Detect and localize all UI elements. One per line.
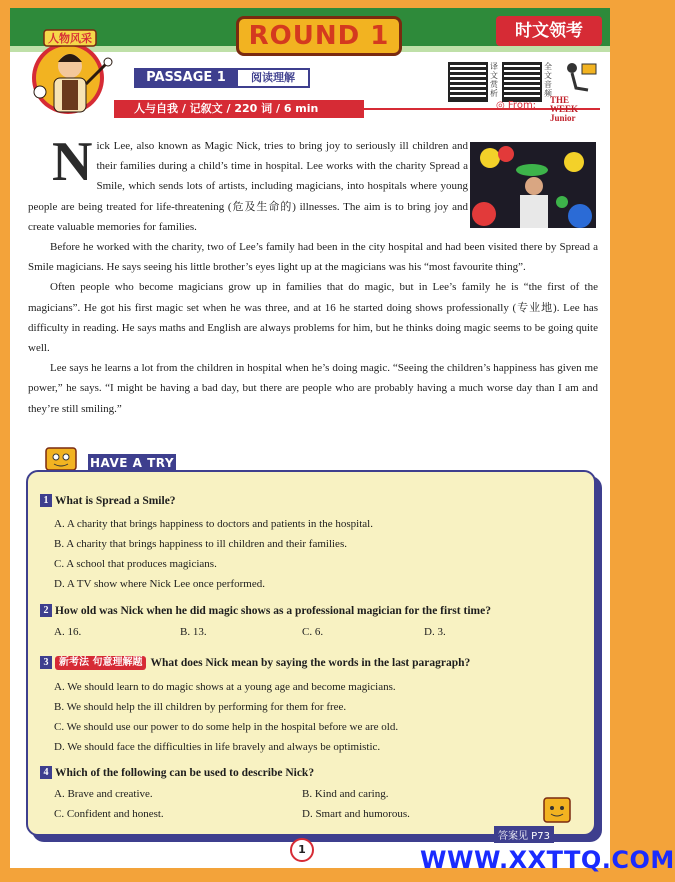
option[interactable]: C. We should use our power to do some help in the hospital before we are old. <box>54 721 399 733</box>
paragraph-1-text: ick Lee, also known as Magic Nick, tries to bring joy to seriously ill children and their families during a child’s time in hospital. Lee works with the charity Spread a Smile, which sends lots of artists, including magicians, into hospitals where young people are being treated for life-threatening (危及生命的) illnesses. The aim is to bring joy and create valuable memories for families. <box>28 140 468 233</box>
paragraph-3: Often people who become magicians grow up in families that do magic, but in Lee’s family he is “the first of the magicians”. He got his first magic set when he was three, and at 16 he started doing shows professionally (专业地). Lee has difficulty in reading. He says maths and English are always problems for him, but he thinks doing magic seems to be going quite well. <box>28 281 598 355</box>
passage-tag: PASSAGE 1 <box>134 68 238 88</box>
section-label: 时文领考 <box>496 16 602 46</box>
source-label-text: From: <box>507 100 537 111</box>
question-number: 3 <box>40 656 52 669</box>
option[interactable]: B. Kind and caring. <box>302 788 389 800</box>
question-4 <box>40 766 314 779</box>
question-2 <box>40 604 491 617</box>
option[interactable]: B. 13. <box>180 626 207 638</box>
article-body <box>28 131 598 419</box>
option[interactable]: A. A charity that brings happiness to doctors and patients in the hospital. <box>54 518 373 530</box>
option[interactable]: D. A TV show where Nick Lee once performed. <box>54 578 265 590</box>
option[interactable]: C. Confident and honest. <box>54 808 164 820</box>
question-text: Which of the following can be used to describe Nick? <box>55 767 315 779</box>
passage-subtitle: 阅读理解 <box>238 68 310 88</box>
option[interactable]: A. We should learn to do magic shows at a young age and become magicians. <box>54 681 396 693</box>
answer-reference: 答案见 P73 <box>494 826 554 843</box>
new-question-type-badge: 新考法 句意理解题 <box>55 656 146 670</box>
option[interactable]: D. 3. <box>424 626 446 638</box>
option[interactable]: A. 16. <box>54 626 82 638</box>
page-number: 1 <box>290 838 314 862</box>
question-1 <box>40 494 176 507</box>
option[interactable]: D. Smart and humorous. <box>302 808 410 820</box>
column-badge-text: 人物风采 <box>48 32 92 45</box>
qr-label-translation: 译文赏析 <box>490 62 498 98</box>
question-text: How old was Nick when he did magic shows as a professional magician for the first time? <box>55 605 491 617</box>
passage-meta-bar: 人与自我 / 记叙文 / 220 词 / 6 min <box>114 100 364 118</box>
round-title: ROUND 1 <box>236 16 402 56</box>
option[interactable]: D. We should face the difficulties in life bravely and always be optimistic. <box>54 741 381 753</box>
source-label: ◎ From: <box>496 100 537 111</box>
question-number: 4 <box>40 766 52 779</box>
reading-figure-icon <box>558 58 602 98</box>
have-a-try-label: HAVE A TRY <box>89 456 175 470</box>
question-3 <box>40 656 470 670</box>
option[interactable]: B. A charity that brings happiness to ill children and their families. <box>54 538 347 550</box>
option[interactable]: C. A school that produces magicians. <box>54 558 217 570</box>
question-number: 1 <box>40 494 52 507</box>
option[interactable]: B. We should help the ill children by performing for them for free. <box>54 701 347 713</box>
drop-cap: N <box>52 131 93 193</box>
question-text: What does Nick mean by saying the words in the last paragraph? <box>150 657 471 669</box>
source-name: THE WEEK Junior <box>550 95 579 123</box>
scroll-mascot-icon <box>538 794 578 828</box>
question-number: 2 <box>40 604 52 617</box>
option[interactable]: A. Brave and creative. <box>54 788 153 800</box>
paragraph-4: Lee says he learns a lot from the children in hospital when he’s doing magic. “Seeing the children’s happiness has given me power,” he says. “I might be having a bad day, but there are people who are probably having a much worse day than I am and they’re still smiling.” <box>28 362 598 415</box>
paragraph-1 <box>28 131 598 237</box>
paragraph-2: Before he worked with the charity, two of Lee’s family had been in the city hospital and had been visited there by Spread a Smile magicians. He says seeing his little brother’s eyes light up at the magicians was his “most favourite thing”. <box>28 241 598 274</box>
site-watermark: WWW.XXTTQ.COM <box>420 846 675 874</box>
worksheet-page <box>10 8 610 868</box>
qr-code-translation[interactable] <box>448 62 488 102</box>
magician-character-illustration <box>24 16 124 124</box>
qr-code-audio[interactable] <box>502 62 542 102</box>
qr-label-audio: 全文音频 <box>544 62 552 98</box>
option[interactable]: C. 6. <box>302 626 324 638</box>
question-text: What is Spread a Smile? <box>55 495 176 507</box>
